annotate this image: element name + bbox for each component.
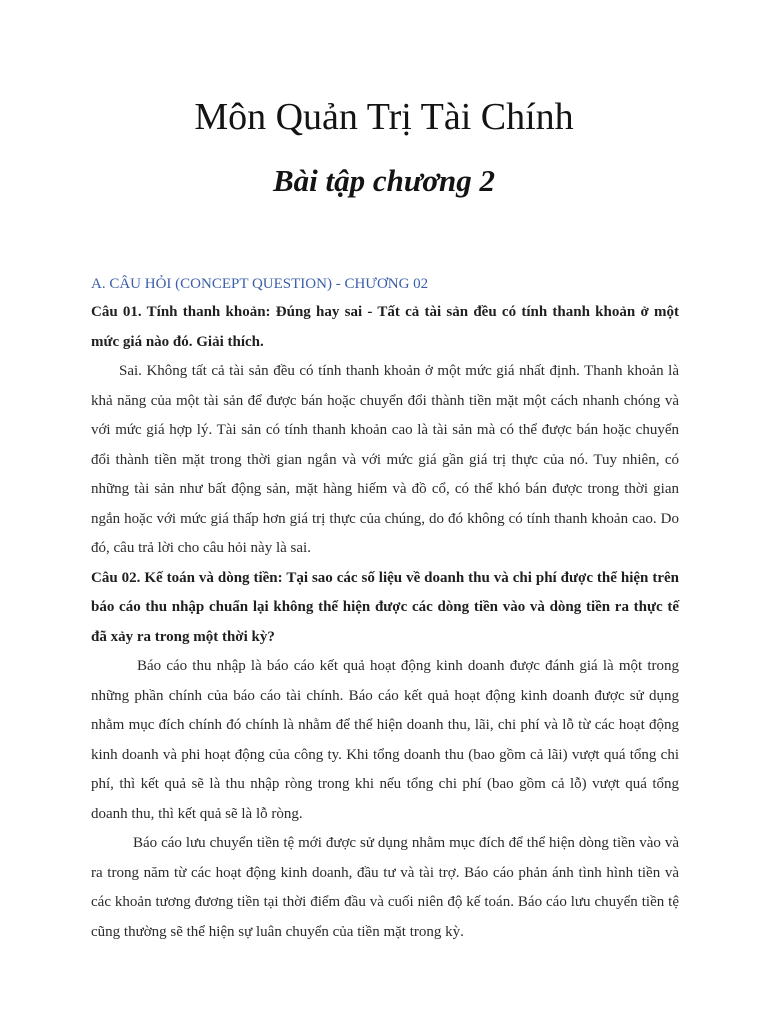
answer-2-paragraph-1: Báo cáo thu nhập là báo cáo kết quả hoạt động kinh doanh được đánh giá là một trong những phần chính của báo cáo tài chính. Báo cáo kết quả hoạt động kinh doanh được sử dụng nhằm mục đích chính đó chính là nhằm để thể hiện doanh thu, lãi, chi phí và lỗ từ các hoạt động kinh doanh và phi hoạt động của công ty. Khi tổng doanh thu (bao gồm cả lãi) vượt quá tổng chi phí, thì kết quả sẽ là thu nhập ròng trong khi nếu tổng chi phí (bao gồm cả lỗ) vượt quá tổng doanh thu, thì kết quả sẽ là lỗ ròng. [91, 658, 679, 822]
question-2: Câu 02. Kế toán và dòng tiền: Tại sao các số liệu về doanh thu và chi phí được thể hiện trên báo cáo thu nhập chuẩn lại không thể hiện được các dòng tiền vào và dòng tiền ra thực tế đã xảy ra trong một thời kỳ? [91, 569, 679, 645]
document-body [91, 270, 679, 947]
section-heading: A. CÂU HỎI (CONCEPT QUESTION) - CHƯƠNG 02 [91, 276, 429, 292]
question-1: Câu 01. Tính thanh khoản: Đúng hay sai - Tất cả tài sản đều có tính thanh khoản ở một mức giá nào đó. Giải thích. [91, 304, 679, 350]
answer-1-paragraph-1: Sai. Không tất cả tài sản đều có tính thanh khoản ở một mức giá nhất định. Thanh khoản là khả năng của một tài sản để được bán hoặc chuyển đổi thành tiền mặt một cách nhanh chóng và với mức giá hợp lý. Tài sản có tính thanh khoản cao là tài sản mà có thể được bán hoặc chuyển đổi thành tiền mặt trong thời gian ngắn và với mức giá gần giá trị thực của nó. Tuy nhiên, có những tài sản như bất động sản, mặt hàng hiếm và đồ cổ, có thể khó bán được trong thời gian ngắn hoặc với mức giá thấp hơn giá trị thực của chúng, do đó không có tính thanh khoản cao. Do đó, câu trả lời cho câu hỏi này là sai. [91, 363, 679, 556]
answer-2-paragraph-2: Báo cáo lưu chuyển tiền tệ mới được sử dụng nhằm mục đích để thể hiện dòng tiền vào và ra trong năm từ các hoạt động kinh doanh, đầu tư và tài trợ. Báo cáo phản ánh tình hình tiền và các khoản tương đương tiền tại thời điểm đầu và cuối niên độ kế toán. Báo cáo lưu chuyển tiền tệ cũng thường sẽ thể hiện sự luân chuyển của tiền mặt trong kỳ. [91, 835, 679, 940]
document-subtitle: Bài tập chương 2 [272, 163, 496, 198]
document-title: Môn Quản Trị Tài Chính [194, 96, 574, 138]
